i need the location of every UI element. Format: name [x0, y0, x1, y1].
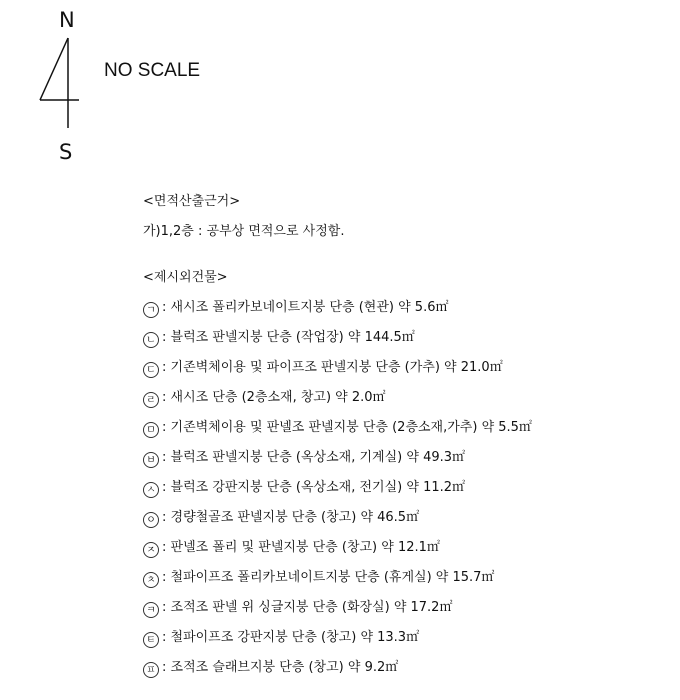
- notes-block: [143, 187, 663, 683]
- item-marker: ㅊ: [143, 572, 159, 588]
- item-text: : 블럭조 판넬지붕 단층 (옥상소재, 기계실) 약 49.3㎡: [162, 450, 466, 465]
- south-label: S: [59, 140, 73, 164]
- area-basis-line: 가)1,2층 : 공부상 면적으로 사정함.: [143, 224, 345, 239]
- item-text: : 조적조 슬래브지붕 단층 (창고) 약 9.2㎡: [162, 660, 399, 675]
- item-text: : 경량철골조 판넬지붕 단층 (창고) 약 46.5㎡: [162, 510, 420, 525]
- item-text: : 판넬조 폴리 및 판넬지붕 단층 (창고) 약 12.1㎡: [162, 540, 440, 555]
- building-item: [143, 623, 663, 653]
- item-marker: ㅂ: [143, 452, 159, 468]
- building-item: [143, 413, 663, 443]
- item-marker: ㄱ: [143, 302, 159, 318]
- item-marker: ㅍ: [143, 662, 159, 678]
- area-basis-title: <면적산출근거>: [143, 194, 241, 209]
- item-text: : 기존벽체이용 및 파이프조 판넬지붕 단층 (가추) 약 21.0㎡: [162, 360, 503, 375]
- item-text: : 조적조 판넬 위 싱글지붕 단층 (화장실) 약 17.2㎡: [162, 600, 453, 615]
- building-item: [143, 503, 663, 533]
- building-item: [143, 323, 663, 353]
- item-text: : 블럭조 판넬지붕 단층 (작업장) 약 144.5㎡: [162, 330, 415, 345]
- item-text: : 블럭조 강판지붕 단층 (옥상소재, 전기실) 약 11.2㎡: [162, 480, 466, 495]
- item-text: : 기존벽체이용 및 판넬조 판넬지붕 단층 (2층소재,가추) 약 5.5㎡: [162, 420, 532, 435]
- building-item: [143, 563, 663, 593]
- building-item: [143, 653, 663, 683]
- scale-note: NO SCALE: [104, 60, 201, 81]
- item-text: : 철파이프조 폴리카보네이트지붕 단층 (휴게실) 약 15.7㎡: [162, 570, 495, 585]
- item-marker: ㄴ: [143, 332, 159, 348]
- item-marker: ㄹ: [143, 392, 159, 408]
- building-item: [143, 443, 663, 473]
- item-text: : 새시조 단층 (2층소재, 창고) 약 2.0㎡: [162, 390, 386, 405]
- item-marker: ㅁ: [143, 422, 159, 438]
- presented-buildings-title: <제시외건물>: [143, 270, 228, 285]
- item-marker: ㅅ: [143, 482, 159, 498]
- item-marker: ㅇ: [143, 512, 159, 528]
- building-item: [143, 353, 663, 383]
- item-marker: ㅈ: [143, 542, 159, 558]
- item-marker: ㅌ: [143, 632, 159, 648]
- north-label: N: [59, 8, 75, 32]
- item-marker: ㅋ: [143, 602, 159, 618]
- item-text: : 철파이프조 강판지붕 단층 (창고) 약 13.3㎡: [162, 630, 420, 645]
- item-text: : 새시조 폴리카보네이트지붕 단층 (현관) 약 5.6㎡: [162, 300, 449, 315]
- item-marker: ㄷ: [143, 362, 159, 378]
- building-item: [143, 293, 663, 323]
- building-item: [143, 383, 663, 413]
- building-item: [143, 593, 663, 623]
- building-item: [143, 473, 663, 503]
- building-item: [143, 533, 663, 563]
